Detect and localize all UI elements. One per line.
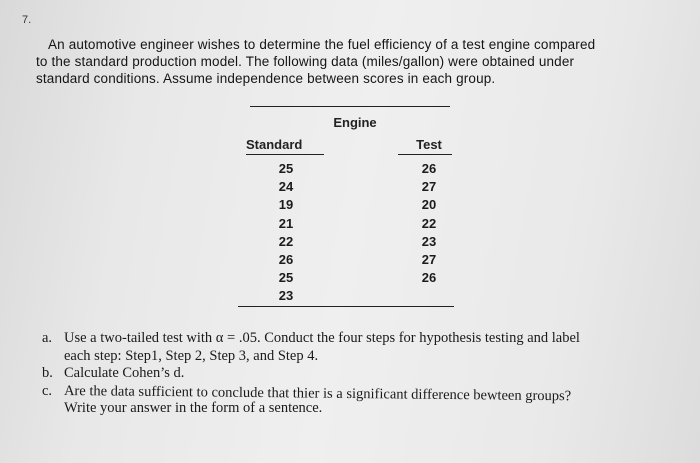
column-header-standard-rule [246, 154, 324, 155]
question-b [40, 365, 680, 383]
question-text-line: Write your answer in the form of a sentence. [64, 400, 323, 416]
question-label: c. [42, 382, 53, 399]
table-cell: 27 [421, 252, 437, 268]
table-cell: 21 [278, 215, 294, 231]
table-cell: 20 [421, 197, 437, 213]
question-text-line: Are the data sufficient to conclude that thier is a significant difference bewteen groups? [63, 382, 572, 404]
table-cell: 23 [278, 288, 294, 304]
question-text-line: each step: Step1, Step 2, Step 3, and Step 4. [64, 347, 319, 364]
table-cell: 19 [278, 197, 294, 213]
problem-statement [36, 36, 686, 87]
question-label: b. [42, 365, 53, 381]
problem-line-3: standard conditions. Assume independence between scores in each group. [36, 71, 496, 86]
question-c [40, 383, 680, 418]
column-header-test: Test [416, 137, 442, 152]
question-number: 7. [22, 14, 32, 26]
problem-line-1: An automotive engineer wishes to determine the fuel efficiency of a test engine compared [48, 37, 596, 52]
table-cell: 24 [278, 179, 294, 195]
question-text-line: Use a two-tailed test with α = .05. Conduct the four steps for hypothesis testing and label [64, 330, 580, 346]
column-header-standard: Standard [246, 137, 303, 152]
table-top-rule [250, 106, 450, 107]
table-cell: 26 [421, 270, 437, 286]
question-label: a. [42, 330, 53, 346]
question-a [40, 330, 680, 365]
table-bottom-rule [238, 306, 454, 307]
table-cell: 22 [278, 233, 294, 249]
table-cell: 26 [278, 252, 294, 268]
table-cell: 23 [421, 233, 437, 249]
table-cell: 26 [421, 161, 437, 176]
table-group-header: Engine [333, 115, 377, 130]
table-cell: 27 [421, 179, 437, 195]
standard-column-values [266, 160, 306, 306]
column-header-test-rule [398, 154, 452, 155]
table-cell: 25 [278, 270, 294, 286]
question-list [40, 330, 680, 418]
table-cell: 22 [421, 215, 437, 231]
test-column-values [409, 160, 449, 287]
question-text-line: Calculate Cohen’s d. [64, 365, 185, 381]
table-cell: 25 [278, 161, 294, 176]
problem-line-2: to the standard production model. The following data (miles/gallon) were obtained under [36, 54, 575, 69]
